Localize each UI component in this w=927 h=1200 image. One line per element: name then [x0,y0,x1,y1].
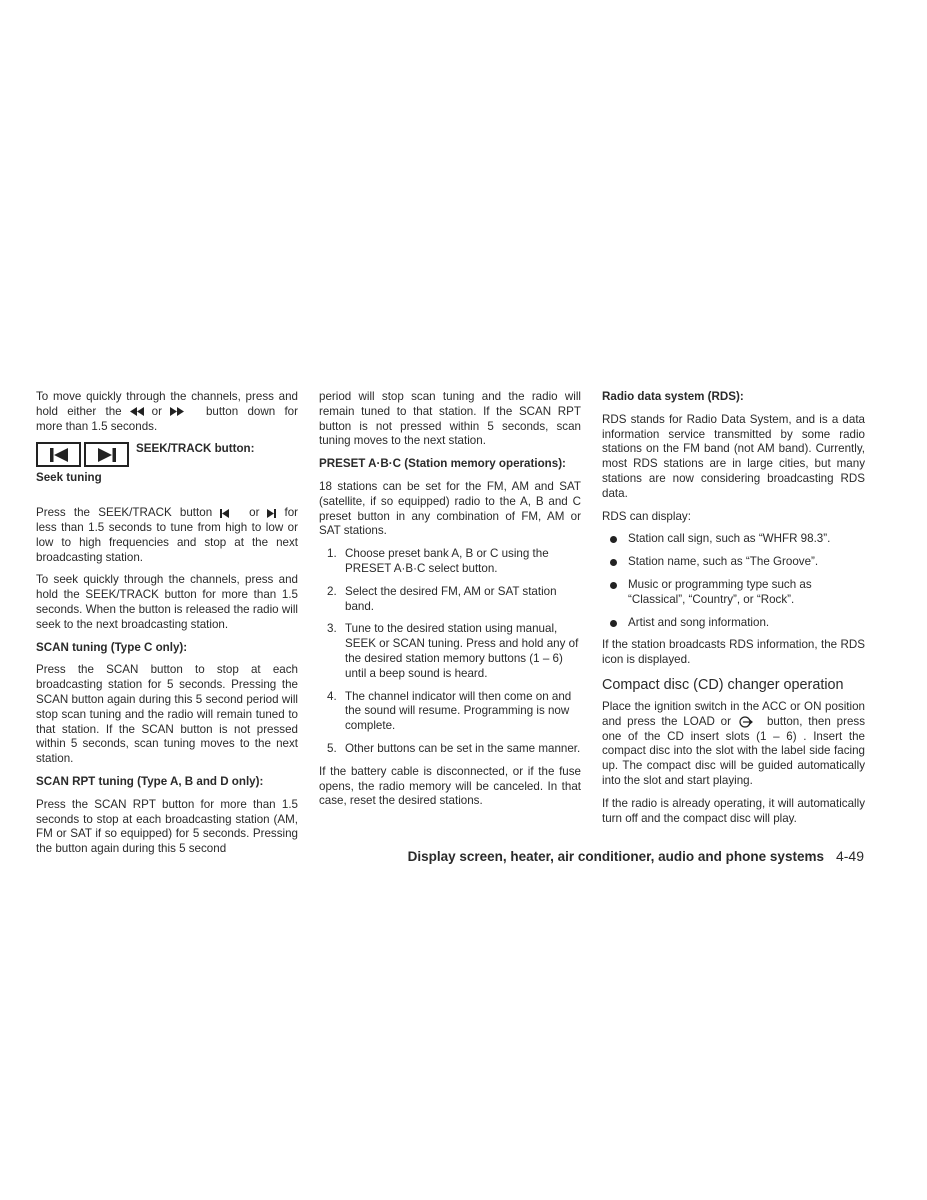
step-text: Other buttons can be set in the same manner. [345,741,581,755]
skip-forward-icon [267,509,276,518]
step-text: Tune to the desired station using manual, SEEK or SCAN tuning. Press and hold any of the desired station memory buttons (1 – 6) until a beep sound is heard. [345,622,579,680]
heading-rds: Radio data system (RDS): [602,390,744,403]
column-3 [602,390,865,826]
seek-track-buttons [36,442,298,467]
step-number: 4. [327,689,337,703]
list-item [319,585,581,615]
step-number: 3. [327,622,337,636]
column-1 [36,390,298,857]
list-item [602,578,865,608]
step-text: The channel indicator will then come on and the sound will resume. Programming is now complete. [345,689,572,733]
preset-steps [319,547,581,757]
step-number: 1. [327,547,337,561]
paragraph-rds-icon: If the station broadcasts RDS information, the RDS icon is displayed. [602,638,865,667]
text: button down for more than 1.5 seconds. [36,404,298,433]
paragraph-scan: Press the SCAN button to stop at each broadcasting station for 5 seconds. Pressing the SCAN button again during this 5 second period will stop scan tuning and the radio will remain tuned to that station. If the SCAN button is not pressed within 5 seconds, scan tuning moves to the next station. [36,663,298,766]
step-number: 2. [327,584,337,598]
rds-bullets [602,532,865,630]
rewind-icon [130,407,144,416]
paragraph-scan-rpt-cont: period will stop scan tuning and the radio will remain tuned to that station. If the SCAN RPT button is not pressed within 5 seconds, scan tuning moves to the next station. [319,390,581,448]
bullet-text: Station name, such as “The Groove”. [628,555,819,569]
bullet-icon [610,582,617,589]
step-text: Choose preset bank A, B or C using the PRESET A·B·C select button. [345,547,549,575]
paragraph-seek-hold: To seek quickly through the channels, press and hold the SEEK/TRACK button for more than 1.5 seconds. When the button is released the radio will seek to the next broadcasting station. [36,573,298,631]
bullet-icon [610,620,617,627]
paragraph-cd-auto: If the radio is already operating, it will automatically turn off and the compact disc will play. [602,796,865,825]
list-item [319,690,581,734]
text: To move quickly through the channels, press and hold either the [36,390,298,418]
bullet-text: Station call sign, such as “WHFR 98.3”. [628,532,831,546]
skip-back-button-icon [36,442,81,467]
section-title: Display screen, heater, air conditioner, audio and phone systems [407,849,824,864]
text: for less than 1.5 seconds to tune from high to low or low to high frequencies and stop at the next broadcasting station. [36,506,298,564]
bullet-icon [610,559,617,566]
list-item [319,547,581,577]
text: Press the SEEK/TRACK button [36,506,213,520]
list-item [602,616,865,631]
page-number: 4-49 [835,848,864,864]
bullet-text: Artist and song information. [628,615,770,629]
list-item [602,532,865,547]
paragraph-cd-load [602,700,865,789]
paragraph-preset: 18 stations can be set for the FM, AM and SAT (satellite, if so equipped) radio to the A, B and C preset button in any combination of FM, AM or SAT stations. [319,479,581,538]
fast-forward-icon [170,407,184,416]
load-disc-icon [739,716,753,728]
skip-back-icon [220,509,229,518]
list-item [602,555,865,570]
text: Place the ignition switch in the ACC or ON position and press the LOAD or [602,699,865,728]
skip-forward-button-icon [84,442,129,467]
text: or [151,404,162,418]
paragraph-scan-rpt: Press the SCAN RPT button for more than 1.5 seconds to stop at each broadcasting station (AM, FM or SAT if so equipped) for 5 seconds. Pressing the button again during this 5 second [36,797,298,856]
paragraph-seek [36,506,298,565]
page-footer [408,848,864,864]
step-text: Select the desired FM, AM or SAT station band. [345,584,557,613]
list-item [319,622,581,681]
paragraph-battery: If the battery cable is disconnected, or if the fuse opens, the radio memory will be canceled. In that case, reset the desired stations. [319,764,581,808]
seek-track-label: SEEK/TRACK button: [136,442,255,456]
paragraph-rds: RDS stands for Radio Data System, and is a data information service transmitted by some radio stations on the FM band (not AM band). Currently, most RDS stations are in large cities, but many stations are now considering broadcasting RDS data. [602,412,865,500]
heading-cd-changer: Compact disc (CD) changer operation [602,676,844,693]
list-item [319,742,581,757]
bullet-icon [610,536,617,543]
text: button, then press one of the CD insert slots (1 – 6) . Insert the compact disc into the slot with the label side facing up. The compact disc will be guided automatically into the slot and start playing. [602,714,865,787]
heading-scan-rpt: SCAN RPT tuning (Type A, B and D only): [36,774,264,788]
column-2 [319,390,581,809]
heading-scan-tuning: SCAN tuning (Type C only): [36,640,188,654]
heading-seek-tuning: Seek tuning [36,471,102,485]
step-number: 5. [327,741,337,755]
bullet-text: Music or programming type such as “Classical”, “Country”, or “Rock”. [628,577,812,606]
paragraph-rds-display: RDS can display: [602,509,691,523]
text: or [249,506,260,520]
heading-preset: PRESET A·B·C (Station memory operations): [319,457,566,471]
paragraph-fast-tune [36,390,298,434]
